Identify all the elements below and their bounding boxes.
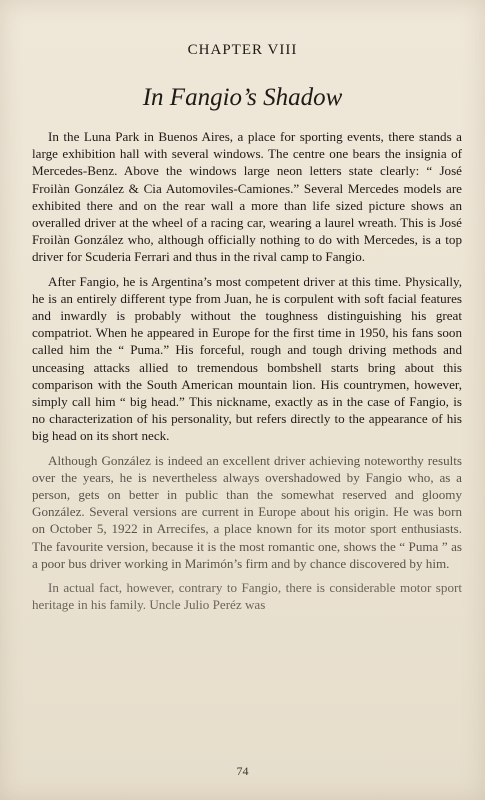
chapter-label: CHAPTER VIII	[187, 42, 298, 58]
chapter-title: In Fangio’s Shadow	[142, 84, 343, 111]
paragraph: In actual fact, however, contrary to Fangio, there is considerable motor sport heritage in his family. Uncle Julio Peréz was	[32, 580, 462, 613]
page-number: 74	[236, 764, 249, 778]
paragraph: Although González is indeed an excellent driver achieving noteworthy results over the years, he is nevertheless always overshadowed by Fangio who, as a person, gets on better in public than the somewhat reserved and gloomy González. Several versions are current in Europe about his origin. He was born on October 5, 1922 in Arrecifes, a place known for its motor sport enthusiasts. The favourite version, because it is the most romantic one, shows the “ Puma ” as a poor bus driver working in Marimón’s firm and by chance discovered by him.	[32, 452, 462, 571]
paragraph: After Fangio, he is Argentina’s most competent driver at this time. Physically, he is an entirely different type from Juan, he is corpulent with soft facial features and inwardly is probably without the toughness distinguishing his great compatriot. When he appeared in Europe for the first time in 1950, his fans soon called him the “ Puma.” His forceful, rough and tough driving methods and unceasing attacks allied to tremendous bombshell starts bring about this comparison with the South American mountain lion. His countrymen, however, simply call him “ big head.” This nickname, exactly as in the case of Fangio, is no characterization of his personality, but refers directly to the appearance of his big head on its short neck.	[32, 273, 462, 444]
body-text	[32, 128, 462, 620]
paragraph: In the Luna Park in Buenos Aires, a place for sporting events, there stands a large exhibition hall with several windows. The centre one bears the insignia of Mercedes-Benz. Above the windows large neon letters state clearly: “ José Froilàn González & Cia Automoviles-Camiones.” Several Mercedes models are exhibited there and on the rear wall a more than life sized picture shows an overalled driver at the wheel of a racing car, wearing a laurel wreath. This is José Froilàn González who, although officially nothing to do with Mercedes, is a top driver for Scuderia Ferrari and thus in the rival camp to Fangio.	[32, 129, 462, 265]
